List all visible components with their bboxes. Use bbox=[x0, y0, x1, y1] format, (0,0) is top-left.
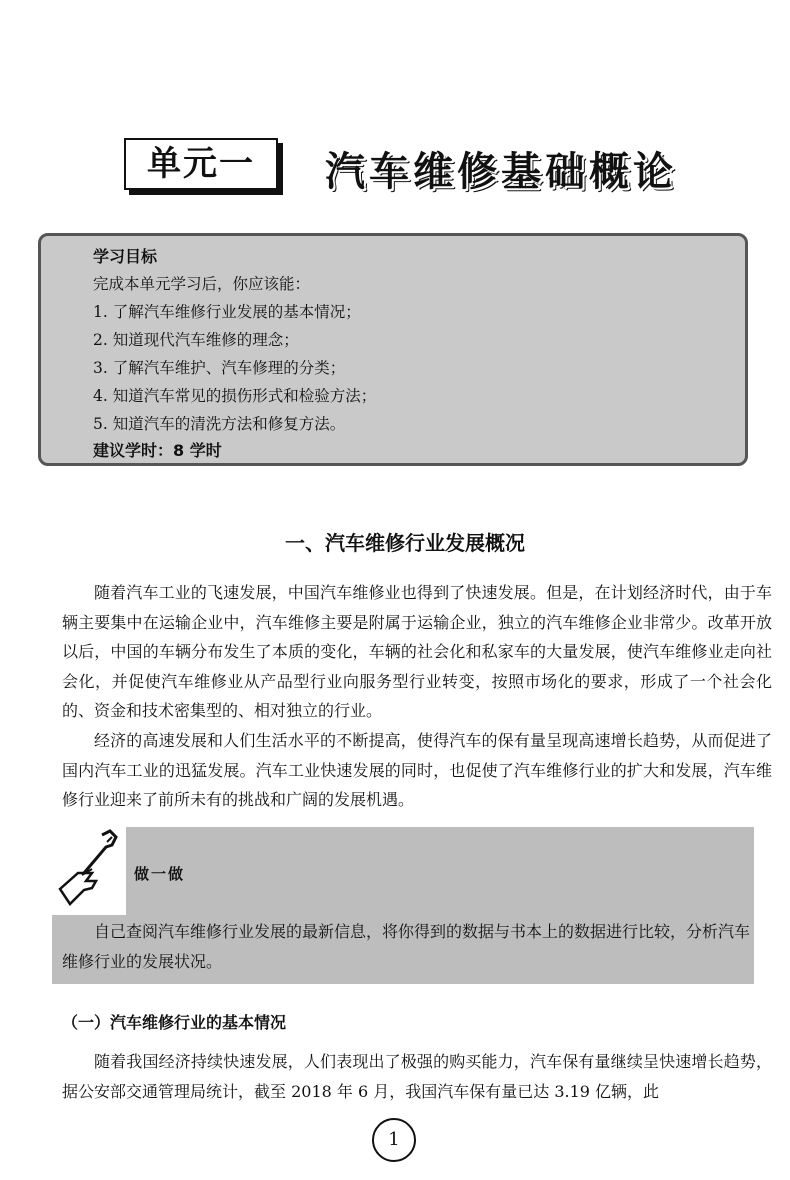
objective-item: 5. 知道汽车的清洗方法和修复方法。 bbox=[93, 415, 346, 433]
page-number: 1 bbox=[372, 1118, 416, 1162]
objective-item: 3. 了解汽车维护、汽车修理的分类； bbox=[93, 359, 346, 377]
activity-box bbox=[52, 827, 754, 984]
section-title: 一、汽车维修行业发展概况 bbox=[285, 531, 525, 555]
objectives-intro: 完成本单元学习后，你应该能： bbox=[93, 275, 311, 293]
suggested-hours: 建议学时：8 学时 bbox=[93, 441, 222, 460]
unit-label: 单元一 bbox=[124, 138, 278, 190]
unit-title: 汽车维修基础概论 bbox=[325, 149, 677, 195]
body-paragraph: 随着我国经济持续快速发展，人们表现出了极强的购买能力，汽车保有量继续呈快速增长趋势，据公安部交通管理局统计，截至 2018 年 6 月，我国汽车保有量已达 3.19 亿辆，此 bbox=[62, 1052, 772, 1101]
wrench-hand-icon bbox=[52, 827, 126, 915]
objective-item: 1. 了解汽车维修行业发展的基本情况； bbox=[93, 303, 361, 321]
subsection-heading: （一）汽车维修行业的基本情况 bbox=[62, 1013, 287, 1032]
unit-header bbox=[120, 138, 680, 198]
learning-objectives-box bbox=[38, 233, 748, 466]
activity-text: 自己查阅汽车维修行业发展的最新信息，将你得到的数据与书本上的数据进行比较，分析汽车维修行业的发展状况。 bbox=[62, 922, 751, 971]
objective-item: 2. 知道现代汽车维修的理念； bbox=[93, 331, 299, 349]
activity-title: 做一做 bbox=[134, 865, 186, 883]
objectives-list bbox=[93, 298, 376, 438]
body-paragraph: 随着汽车工业的飞速发展，中国汽车维修业也得到了快速发展。但是，在计划经济时代，由于车辆主要集中在运输企业中，汽车维修主要是附属于运输企业，独立的汽车维修企业非常少。改革开放以后，中国的车辆分布发生了本质的变化，车辆的社会化和私家车的大量发展，使汽车维修业走向社会化，并促使汽车维修业从产品型行业向服务型行业转变，按照市场化的要求，形成了一个社会化的、资金和技术密集型的、相对独立的行业。 bbox=[62, 583, 772, 720]
objective-item: 4. 知道汽车常见的损伤形式和检验方法； bbox=[93, 387, 377, 405]
body-paragraph: 经济的高速发展和人们生活水平的不断提高，使得汽车的保有量呈现高速增长趋势，从而促进了国内汽车工业的迅猛发展。汽车工业快速发展的同时，也促使了汽车维修行业的扩大和发展，汽车维修行业迎来了前所未有的挑战和广阔的发展机遇。 bbox=[62, 731, 772, 809]
objectives-heading: 学习目标 bbox=[93, 247, 158, 266]
